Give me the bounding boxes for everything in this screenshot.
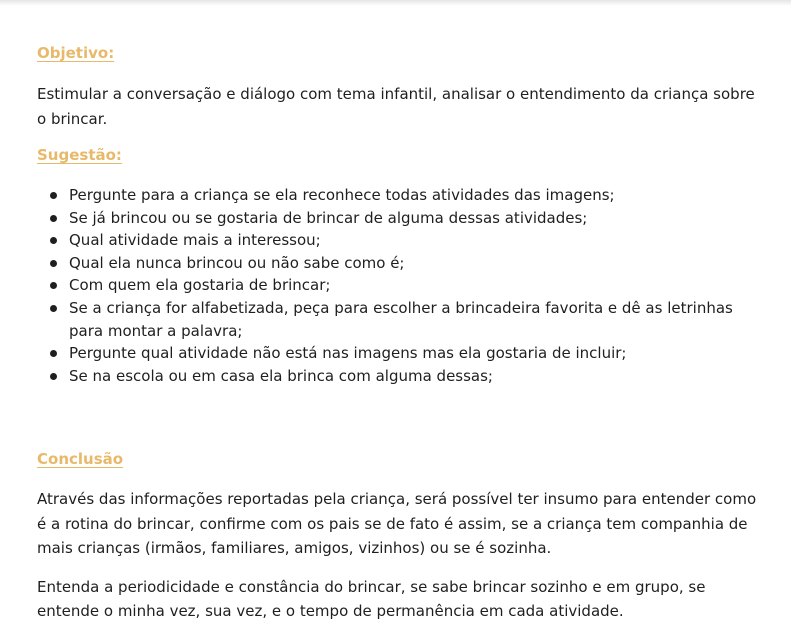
bullet-icon: [50, 373, 57, 380]
top-shadow: [0, 0, 791, 6]
conclusao-heading: Conclusão: [37, 450, 124, 469]
list-item: [37, 252, 767, 275]
list-item-text: Qual atividade mais a interessou;: [69, 231, 321, 250]
list-item-text: Pergunte qual atividade não está nas imagens mas ela gostaria de incluir;: [69, 344, 627, 363]
list-item: [37, 342, 767, 365]
bullet-icon: [50, 215, 57, 222]
list-item: [37, 207, 767, 230]
bullet-icon: [50, 192, 57, 199]
list-item-text: Se na escola ou em casa ela brinca com alguma dessas;: [69, 366, 493, 385]
list-item-text: Se a criança for alfabetizada, peça para escolher a brincadeira favorita e dê as letrinhas para montar a palavra;: [69, 298, 733, 340]
list-item-text: Qual ela nunca brincou ou não sabe como é;: [69, 253, 405, 272]
list-item: [37, 274, 767, 297]
conclusao-paragraph-2: Entenda a periodicidade e constância do brincar, se sabe brincar sozinho e em grupo, se entende o minha vez, sua vez, e o tempo de permanência em cada atividade.: [37, 577, 706, 621]
bullet-icon: [50, 350, 57, 357]
list-item: [37, 297, 767, 342]
bullet-icon: [50, 237, 57, 244]
list-item: [37, 184, 767, 207]
list-item-text: Se já brincou ou se gostaria de brincar de alguma dessas atividades;: [69, 208, 588, 227]
sugestao-list: [37, 184, 767, 387]
list-item-text: Pergunte para a criança se ela reconhece todas atividades das imagens;: [69, 186, 615, 204]
objetivo-heading: Objetivo:: [37, 44, 115, 62]
document-page: [37, 42, 767, 624]
conclusao-paragraph-1: Através das informações reportadas pela criança, será possível ter insumo para entender como é a rotina do brincar, confirme com os pais se de fato é assim, se a criança tem companhia de mais crianças (irmãos, familiares, amigos, vizinhos) ou se é sozinha.: [37, 490, 757, 558]
list-item: [37, 365, 767, 388]
bullet-icon: [50, 282, 57, 289]
sugestao-heading: Sugestão:: [37, 146, 122, 164]
bullet-icon: [50, 305, 57, 312]
objetivo-text: Estimular a conversação e diálogo com tema infantil, analisar o entendimento da criança sobre o brincar.: [37, 85, 755, 128]
list-item-text: Com quem ela gostaria de brincar;: [69, 276, 331, 295]
bullet-icon: [50, 260, 57, 267]
list-item: [37, 229, 767, 252]
